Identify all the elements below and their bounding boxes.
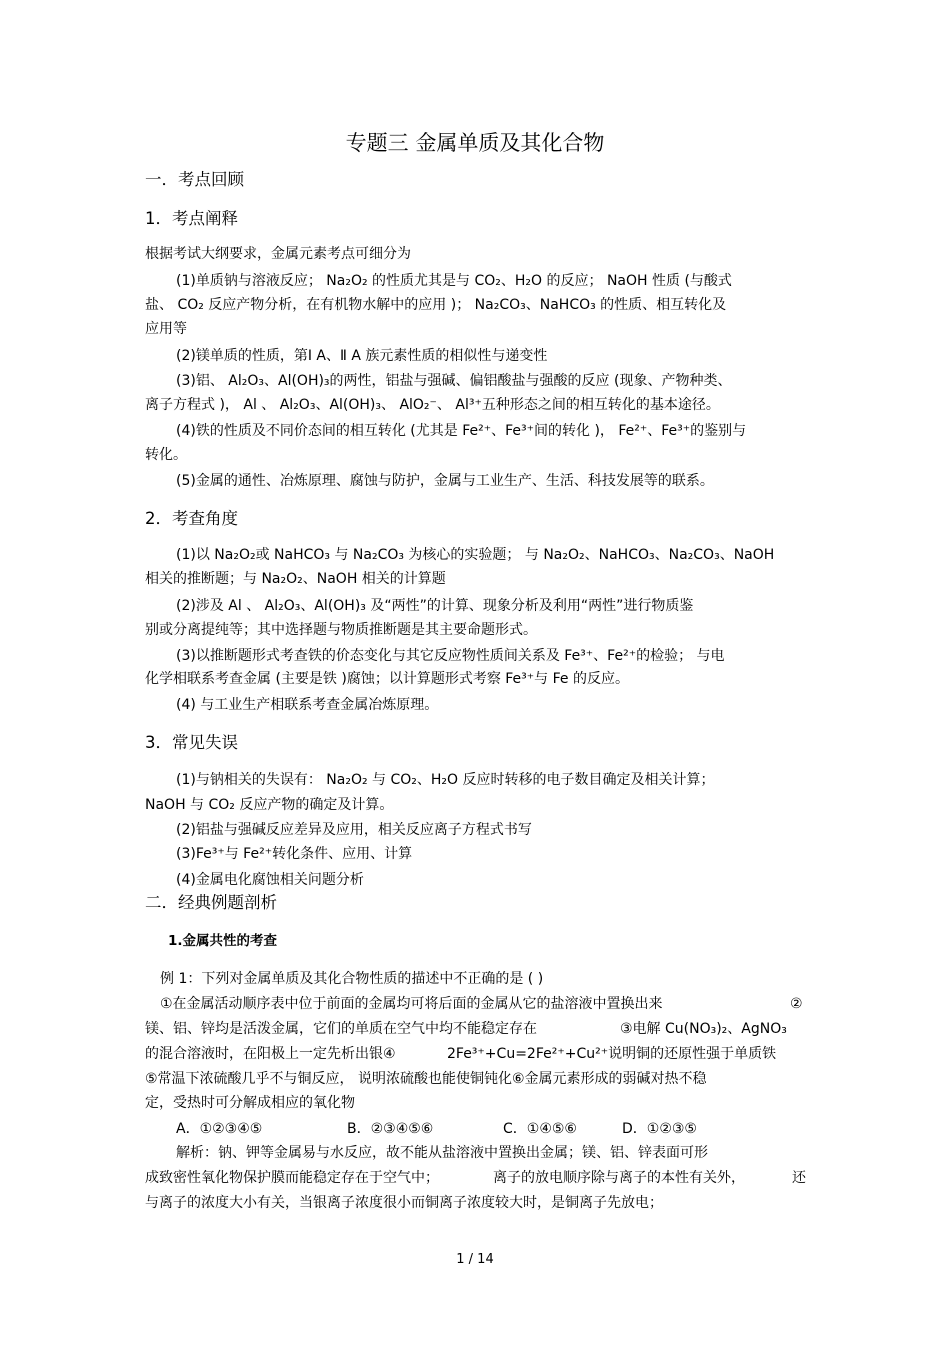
option-a: A．①②③④⑤ bbox=[176, 1121, 263, 1137]
example-1-statement-2-marker: ② bbox=[790, 996, 803, 1012]
analysis-line-2c: 还 bbox=[792, 1170, 806, 1186]
example-1-statement-1: ①在金属活动顺序表中位于前面的金属均可将后面的金属从它的盐溶液中置换出来 bbox=[160, 996, 663, 1012]
angle-3-line-1: (3)以推断题形式考查铁的价态变化与其它反应物性质间关系及 Fe³⁺、Fe²⁺的检验； 与电 bbox=[176, 648, 725, 664]
point-3-line-2: 离子方程式 )， Al 、 Al₂O₃、Al(OH)₃、 AlO₂⁻、 Al³⁺五种形态之间的相互转化的基本途径。 bbox=[145, 397, 720, 413]
mistake-1-line-2: NaOH 与 CO₂ 反应产物的确定及计算。 bbox=[145, 797, 394, 813]
example-1-statement-3: ③电解 Cu(NO₃)₂、AgNO₃ bbox=[620, 1021, 787, 1037]
angle-3-line-2: 化学相联系考查金属 (主要是铁 )腐蚀；以计算题形式考察 Fe³⁺与 Fe 的反应。 bbox=[145, 671, 629, 687]
point-1-line-3: 应用等 bbox=[145, 321, 187, 337]
option-c: C．①④⑤⑥ bbox=[503, 1121, 577, 1137]
document-title: 专题三 金属单质及其化合物 bbox=[345, 131, 605, 155]
example-1-statement-3-cont: 的混合溶液时，在阳极上一定先析出银④ bbox=[145, 1046, 396, 1062]
angle-1-line-2: 相关的推断题；与 Na₂O₂、NaOH 相关的计算题 bbox=[145, 571, 446, 587]
point-2: (2)镁单质的性质，第Ⅰ A、Ⅱ A 族元素性质的相似性与递变性 bbox=[176, 348, 548, 364]
angle-4: (4) 与工业生产相联系考查金属冶炼原理。 bbox=[176, 697, 439, 713]
angle-2-line-1: (2)涉及 Al 、 Al₂O₃、Al(OH)₃ 及“两性”的计算、现象分析及利用“两性”进行物质鉴 bbox=[176, 598, 694, 614]
page-number: 1 / 14 bbox=[456, 1252, 494, 1267]
point-3-line-1: (3)铝、 Al₂O₃、Al(OH)₃的两性，铝盐与强碱、偏铝酸盐与强酸的反应 (现象、产物种类、 bbox=[176, 373, 732, 389]
option-b: B．②③④⑤⑥ bbox=[347, 1121, 434, 1137]
point-5: (5)金属的通性、冶炼原理、腐蚀与防护，金属与工业生产、生活、科技发展等的联系。 bbox=[176, 473, 714, 489]
intro-paragraph: 根据考试大纲要求，金属元素考点可细分为 bbox=[145, 246, 411, 262]
subsection-heading-explanation: 1．考点阐释 bbox=[145, 209, 238, 228]
angle-2-line-2: 别或分离提纯等；其中选择题与物质推断题是其主要命题形式。 bbox=[145, 622, 537, 638]
mistake-2: (2)铝盐与强碱反应差异及应用，相关反应离子方程式书写 bbox=[176, 822, 532, 838]
analysis-line-1: 解析：钠、钾等金属易与水反应，故不能从盐溶液中置换出金属；镁、铝、锌表面可形 bbox=[176, 1145, 708, 1161]
example-1-statement-6: 定，受热时可分解成相应的氧化物 bbox=[145, 1095, 355, 1111]
mistake-1-line-1: (1)与钠相关的失误有： Na₂O₂ 与 CO₂、H₂O 反应时转移的电子数目确定及相关计算； bbox=[176, 772, 715, 788]
mistake-3: (3)Fe³⁺与 Fe²⁺转化条件、应用、计算 bbox=[176, 846, 413, 862]
analysis-line-2a: 成致密性氧化物保护膜而能稳定存在于空气中； bbox=[145, 1170, 439, 1186]
example-1-statement-4: 2Fe³⁺+Cu=2Fe²⁺+Cu²⁺说明铜的还原性强于单质铁 bbox=[447, 1046, 777, 1062]
mistake-4: (4)金属电化腐蚀相关问题分析 bbox=[176, 872, 364, 888]
analysis-line-3: 与离子的浓度大小有关，当银离子浓度很小而铜离子浓度较大时，是铜离子先放电； bbox=[145, 1195, 663, 1211]
example-1-question: 例 1：下列对金属单质及其化合物性质的描述中不正确的是 ( ) bbox=[160, 971, 544, 987]
section-heading-examples: 二．经典例题剖析 bbox=[145, 893, 277, 912]
section-heading-review: 一．考点回顾 bbox=[145, 170, 244, 189]
point-4-line-1: (4)铁的性质及不同价态间的相互转化 (尤其是 Fe²⁺、Fe³⁺间的转化 )， Fe²⁺、Fe³⁺的鉴别与 bbox=[176, 423, 747, 439]
example-1-statement-5: ⑤常温下浓硫酸几乎不与铜反应， 说明浓硫酸也能使铜钝化⑥金属元素形成的弱碱对热不稳 bbox=[145, 1071, 707, 1087]
angle-1-line-1: (1)以 Na₂O₂或 NaHCO₃ 与 Na₂CO₃ 为核心的实验题； 与 Na₂O₂、NaHCO₃、Na₂CO₃、NaOH bbox=[176, 547, 775, 563]
point-1-line-1: (1)单质钠与溶液反应； Na₂O₂ 的性质尤其是与 CO₂、H₂O 的反应； NaOH 性质 (与酸式 bbox=[176, 273, 732, 289]
subsection-heading-angles: 2．考查角度 bbox=[145, 509, 238, 528]
point-4-line-2: 转化。 bbox=[145, 447, 187, 463]
example-1-statement-2: 镁、铝、锌均是活泼金属，它们的单质在空气中均不能稳定存在 bbox=[145, 1021, 537, 1037]
subsection-heading-mistakes: 3．常见失误 bbox=[145, 733, 238, 752]
analysis-line-2b: 离子的放电顺序除与离子的本性有关外， bbox=[493, 1170, 745, 1186]
point-1-line-2: 盐、 CO₂ 反应产物分析，在有机物水解中的应用 )； Na₂CO₃、NaHCO₃ 的性质、相互转化及 bbox=[145, 297, 727, 313]
option-d: D．①②③⑤ bbox=[622, 1121, 697, 1137]
topic-heading-metal-commonality: 1.金属共性的考查 bbox=[168, 933, 278, 949]
